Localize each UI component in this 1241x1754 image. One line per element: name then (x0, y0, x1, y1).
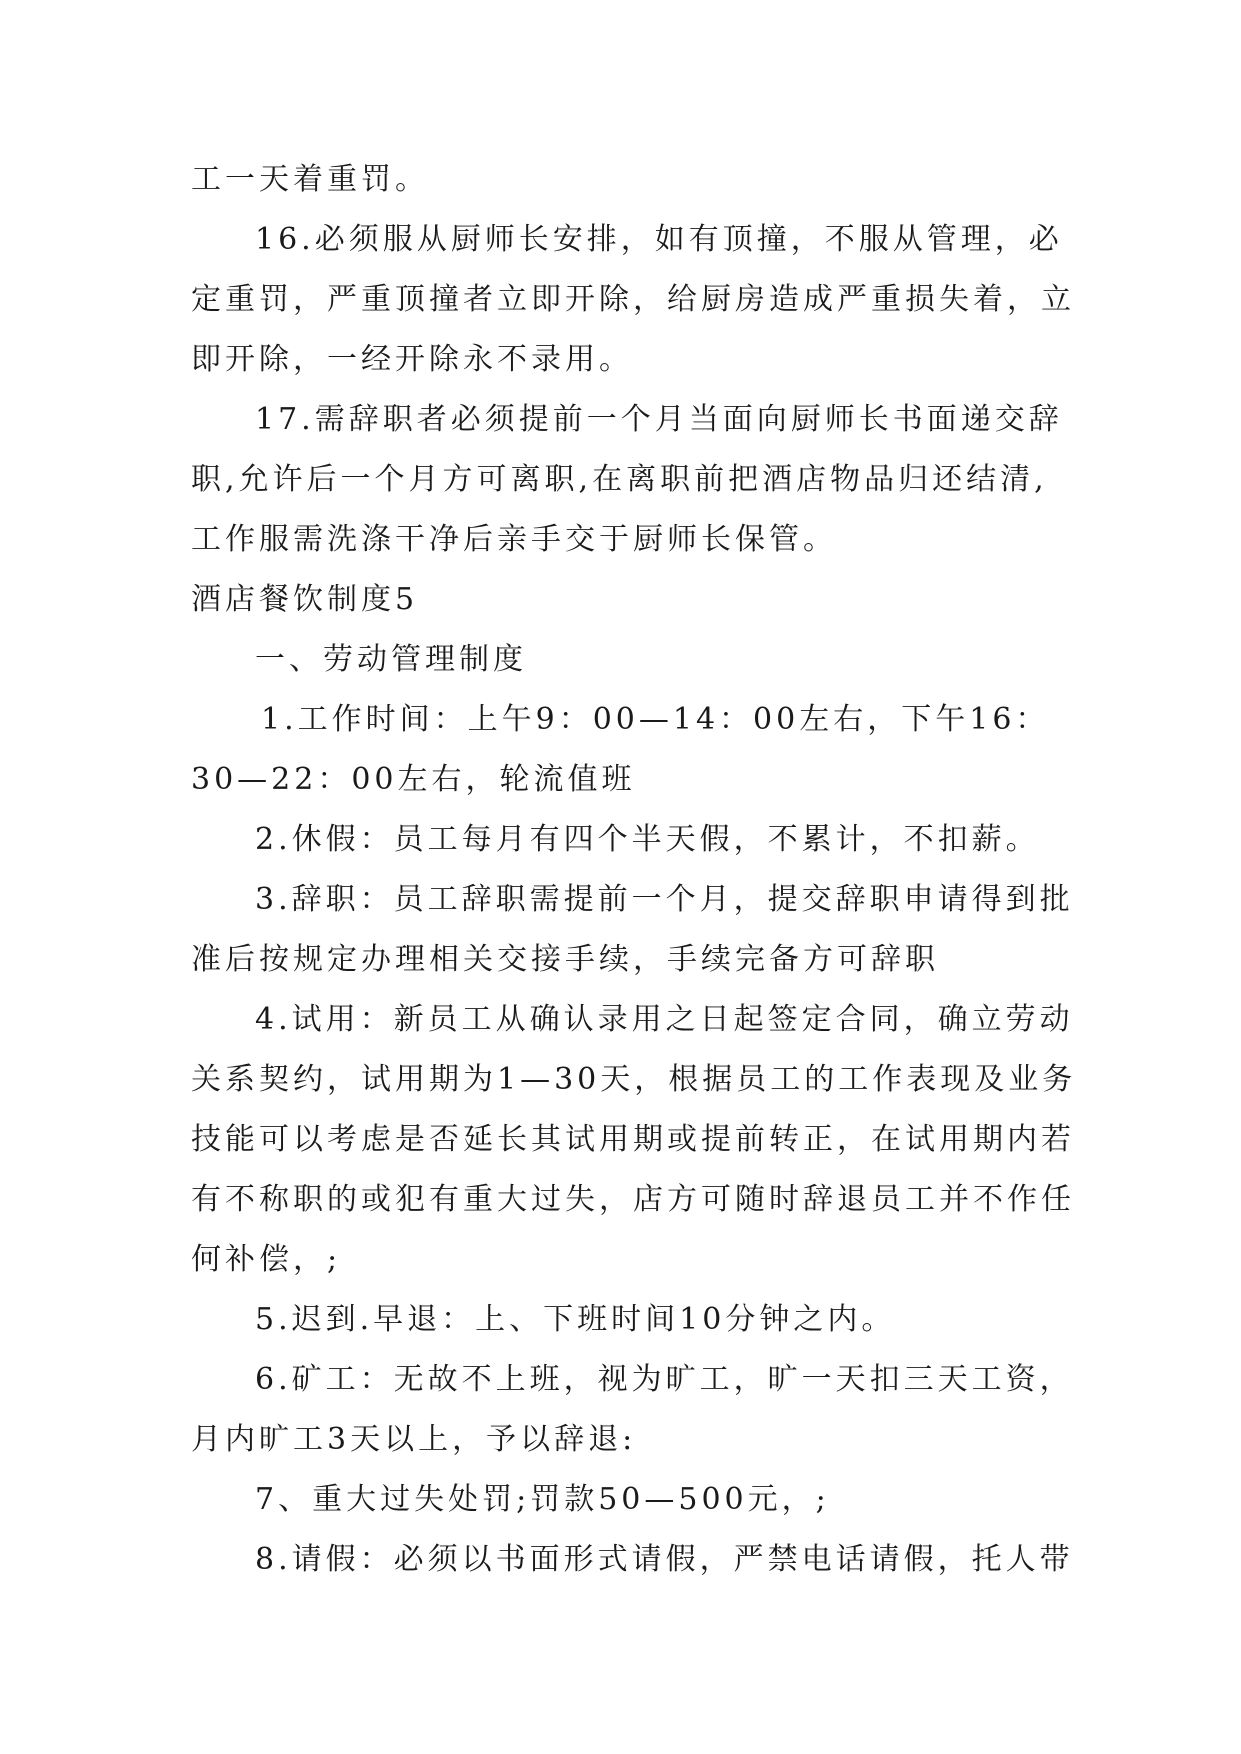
text-line: 3.辞职：员工辞职需提前一个月，提交辞职申请得到批 (255, 882, 1074, 917)
subsection-heading: 一、劳动管理制度 (255, 642, 527, 677)
text-line: 30—22：00左右，轮流值班 (191, 762, 636, 797)
text-line: 8.请假：必须以书面形式请假，严禁电话请假，托人带 (255, 1542, 1074, 1577)
document-page (191, 150, 1077, 1590)
text-line: 2.休假：员工每月有四个半天假，不累计，不扣薪。 (255, 822, 1040, 857)
section-heading: 酒店餐饮制度5 (191, 582, 419, 617)
text-line: 技能可以考虑是否延长其试用期或提前转正，在试用期内若 (191, 1122, 1075, 1157)
text-line: 5.迟到.早退：上、下班时间10分钟之内。 (255, 1302, 896, 1337)
text-line: 16.必须服从厨师长安排，如有顶撞，不服从管理，必 (255, 222, 1063, 257)
text-line: 定重罚，严重顶撞者立即开除，给厨房造成严重损失着，立 (191, 282, 1075, 317)
text-line: 职,允许后一个月方可离职,在离职前把酒店物品归还结清, (191, 462, 1048, 497)
text-line: 即开除，一经开除永不录用。 (191, 342, 633, 377)
text-line: 关系契约，试用期为1—30天，根据员工的工作表现及业务 (191, 1062, 1077, 1097)
text-line: 7、重大过失处罚;罚款50—500元，; (255, 1482, 830, 1517)
text-line: 有不称职的或犯有重大过失，店方可随时辞退员工并不作任 (191, 1182, 1075, 1217)
text-line: 6.矿工：无故不上班，视为旷工，旷一天扣三天工资， (255, 1362, 1074, 1397)
text-line: 工作服需洗涤干净后亲手交于厨师长保管。 (191, 522, 837, 557)
text-line: 何补偿，; (191, 1242, 342, 1277)
text-line: 月内旷工3天以上，予以辞退: (191, 1422, 637, 1457)
text-line: 4.试用：新员工从确认录用之日起签定合同，确立劳动 (255, 1002, 1074, 1037)
text-line: 1.工作时间：上午9：00—14：00左右，下午16： (261, 702, 1050, 737)
text-line: 准后按规定办理相关交接手续，手续完备方可辞职 (191, 942, 939, 977)
text-line: 17.需辞职者必须提前一个月当面向厨师长书面递交辞 (255, 402, 1063, 437)
text-line: 工一天着重罚。 (191, 162, 429, 197)
